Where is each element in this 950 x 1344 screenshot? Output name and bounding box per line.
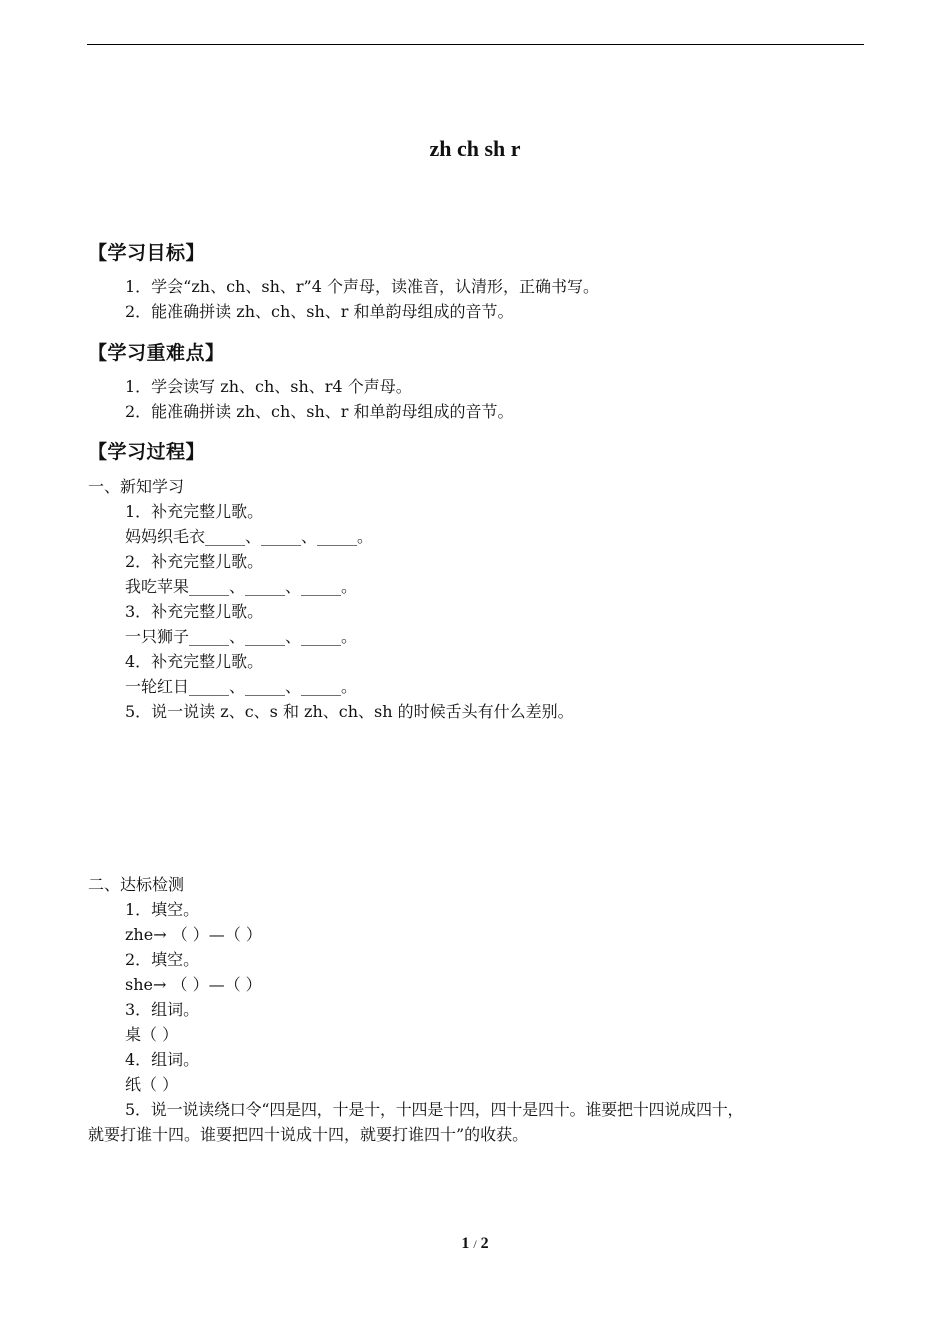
heading-goals: 【学习目标】 <box>88 242 206 264</box>
part1-line: 4．补充完整儿歌。 <box>125 652 264 671</box>
part1-line: 1．补充完整儿歌。 <box>125 502 264 521</box>
part1-line: 一只狮子_____、_____、_____。 <box>125 627 358 646</box>
part1-line: 5．说一说读 z、c、s 和 zh、ch、sh 的时候舌头有什么差别。 <box>125 702 574 721</box>
part2-line: 3．组词。 <box>125 1000 200 1019</box>
part2-line: she→ （ ）—（ ） <box>125 975 262 994</box>
page-title: zh ch sh r <box>429 136 521 161</box>
part1-line: 一轮红日_____、_____、_____。 <box>125 677 358 696</box>
part1-title: 一、新知学习 <box>88 477 185 496</box>
page-current: 1 <box>461 1235 470 1252</box>
part2-line: 纸（ ） <box>125 1075 179 1094</box>
part1-line: 2．补充完整儿歌。 <box>125 552 264 571</box>
part2-last-item-line2: 就要打谁十四。谁要把四十说成十四，就要打谁四十”的收获。 <box>88 1125 529 1144</box>
goal-item-1: 1．学会“zh、ch、sh、r”4 个声母，读准音，认清形，正确书写。 <box>125 277 599 296</box>
part2-line: 1．填空。 <box>125 900 200 919</box>
page-number <box>0 1235 950 1253</box>
part2-line: 2．填空。 <box>125 950 200 969</box>
key-point-item-2: 2．能准确拼读 zh、ch、sh、r 和单韵母组成的音节。 <box>125 402 514 421</box>
part1-line: 妈妈织毛衣_____、_____、_____。 <box>125 527 374 546</box>
page-separator: / <box>473 1237 477 1251</box>
page-total: 2 <box>480 1235 489 1252</box>
heading-key-points: 【学习重难点】 <box>88 342 225 364</box>
key-point-item-1: 1．学会读写 zh、ch、sh、r4 个声母。 <box>125 377 412 396</box>
part1-line: 我吃苹果_____、_____、_____。 <box>125 577 358 596</box>
part2-title: 二、达标检测 <box>88 875 185 894</box>
part2-last-item-line1: 5．说一说读绕口令“四是四，十是十，十四是十四，四十是四十。谁要把十四说成四十， <box>125 1100 744 1119</box>
goal-item-2: 2．能准确拼读 zh、ch、sh、r 和单韵母组成的音节。 <box>125 302 514 321</box>
heading-process: 【学习过程】 <box>88 441 206 463</box>
part2-line: zhe→ （ ）—（ ） <box>125 925 262 944</box>
part2-line: 4．组词。 <box>125 1050 200 1069</box>
part2-line: 桌（ ） <box>125 1025 179 1044</box>
part1-line: 3．补充完整儿歌。 <box>125 602 264 621</box>
header-rule <box>87 44 864 45</box>
